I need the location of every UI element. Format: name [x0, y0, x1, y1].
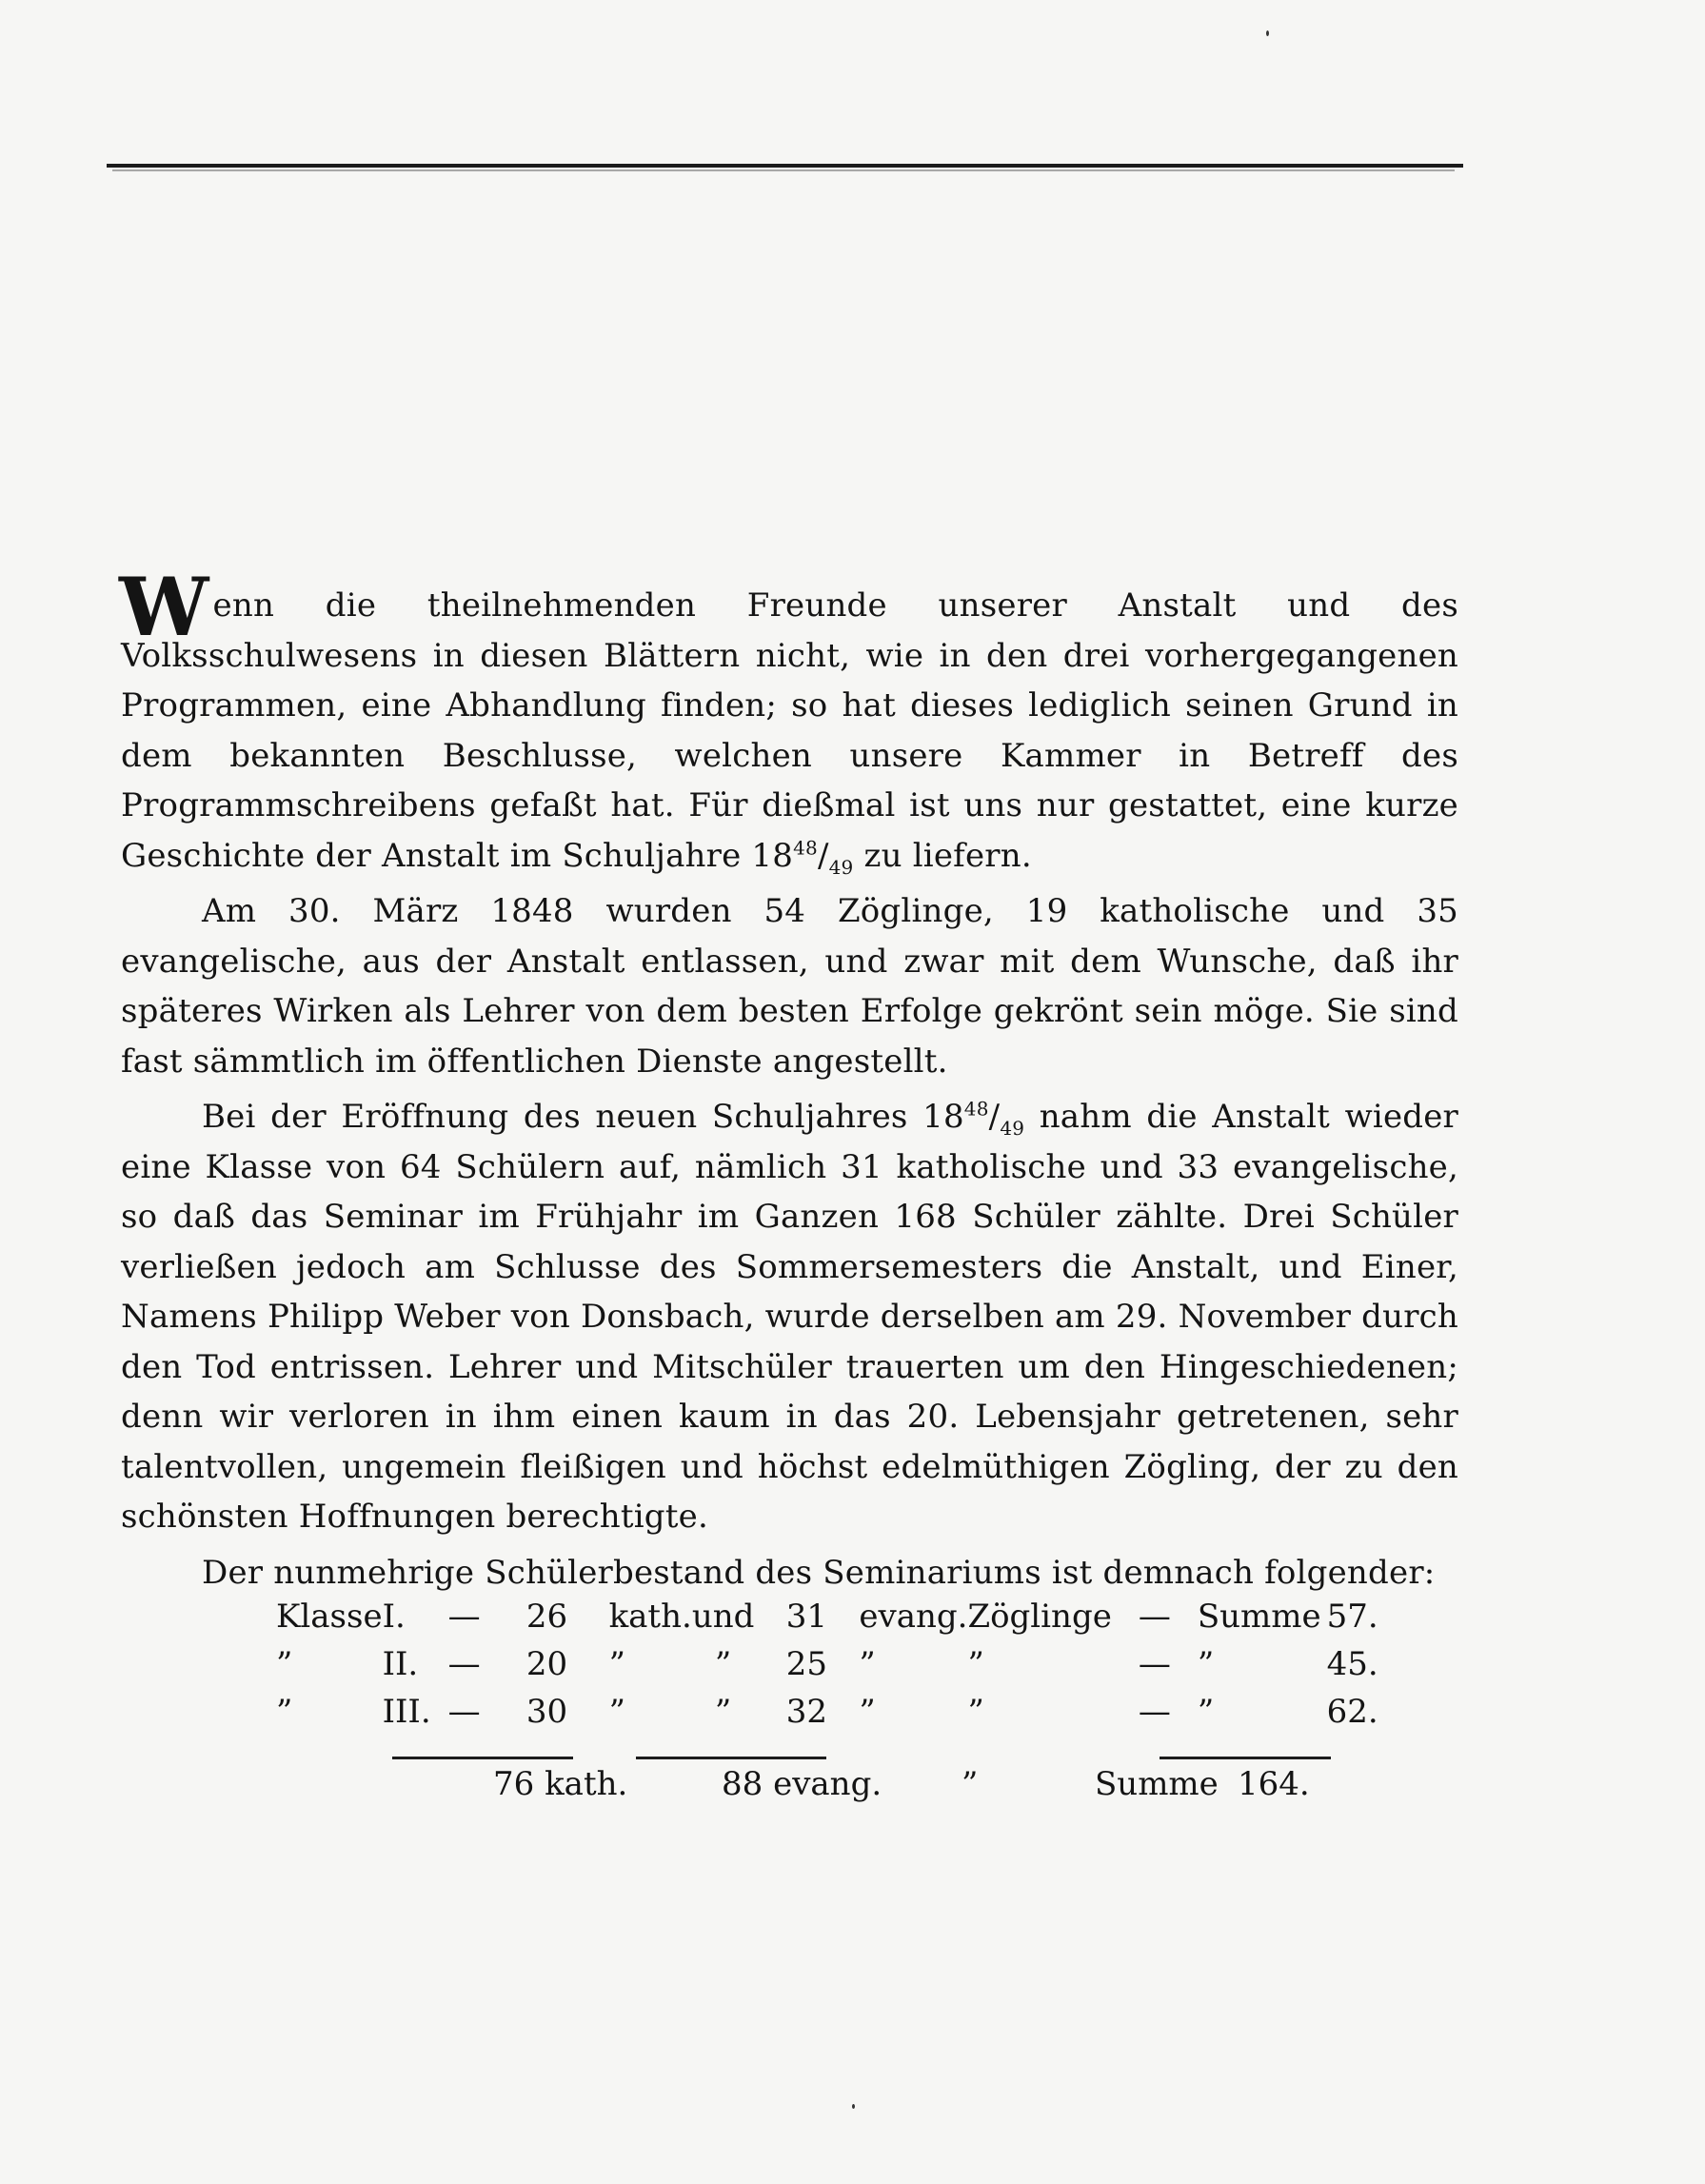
year-subscript: 49: [828, 855, 854, 879]
evang-count: 31: [785, 1598, 827, 1636]
row-label: Klasse: [276, 1598, 383, 1636]
table-row: [276, 1598, 1378, 1645]
intro-text-end: zu liefern.: [853, 836, 1032, 875]
evang-count: 32: [785, 1693, 827, 1731]
dash: —: [447, 1598, 481, 1636]
sum-value: 45.: [1326, 1645, 1378, 1683]
scan-speck: [852, 2104, 855, 2109]
sum-word: ”: [1197, 1693, 1215, 1731]
pupils-word: ”: [967, 1693, 984, 1731]
drop-cap: W: [119, 560, 209, 654]
header-rule-shadow: [112, 169, 1455, 171]
class-number: II.: [382, 1645, 419, 1683]
header-rule: [107, 164, 1463, 168]
paragraph-graduation: Am 30. März 1848 wurden 54 Zöglinge, 19 katholische und 35 evangelische, aus der Anstalt entlassen, und zwar mit dem Wunsche, daß ihr späteres Wirken als Lehrer von dem besten Erfolge gekrönt sein möge. Sie sind fast sämmtlich im öffentlichen Dienste angestellt.: [121, 892, 1458, 1081]
kath-total: 76 kath.: [493, 1765, 628, 1803]
kath-word: kath.: [608, 1598, 692, 1636]
paragraph-intro: [119, 560, 1458, 881]
row-label: ”: [276, 1693, 293, 1731]
enrollment-text: nahm die Anstalt wieder eine Klasse von 64 Schülern auf, nämlich 31 katholische und 33 evangelische, so daß das Seminar im Frühjahr im Ganzen 168 Schüler zählte. Drei Schüler verließen jedoch am Schlusse des Sommersemesters die Anstalt, und Einer, Namens Philipp Weber von Donsbach, wurde derselben am 29. November durch den Tod entrissen. Lehrer und Mitschüler trauerten um den Hingeschiedenen; denn wir verloren in ihm einen kaum in das 20. Lebensjahr getretenen, sehr talentvollen, ungemein fleißigen und höchst edelmüthigen Zögling, der zu den schönsten Hoffnungen berechtigte.: [121, 1098, 1458, 1536]
total-quote: ”: [962, 1765, 979, 1803]
table-row: [276, 1693, 1378, 1740]
year-superscript: 48: [793, 836, 818, 860]
connector: und: [691, 1598, 755, 1636]
kath-word: ”: [608, 1645, 625, 1683]
evang-total: 88 evang.: [722, 1765, 882, 1803]
pupils-word: ”: [967, 1645, 984, 1683]
dash: —: [1138, 1645, 1171, 1683]
student-count-table: [276, 1598, 1378, 1740]
pupils-word: Zöglinge: [967, 1598, 1112, 1636]
enrollment-text-start: Bei der Eröffnung des neuen Schuljahres 18: [202, 1098, 964, 1136]
sum-value: 62.: [1326, 1693, 1378, 1731]
year-slash: /: [817, 836, 829, 875]
kath-underline: [392, 1757, 573, 1759]
connector: ”: [714, 1693, 732, 1731]
year-slash: /: [988, 1098, 1001, 1136]
connector: ”: [714, 1645, 732, 1683]
dash: —: [447, 1693, 481, 1731]
sum-label: Summe: [1095, 1765, 1219, 1803]
table-row: [276, 1645, 1378, 1693]
dash: —: [1138, 1693, 1171, 1731]
sum-value: 57.: [1326, 1598, 1378, 1636]
kath-count: 20: [525, 1645, 568, 1683]
paragraph-enrollment: [121, 1092, 1458, 1542]
dash: —: [1138, 1598, 1171, 1636]
sum-underline: [1160, 1757, 1331, 1759]
scan-speck: [1266, 30, 1269, 36]
sum-total: 164.: [1238, 1765, 1310, 1803]
intro-text: enn die theilnehmenden Freunde unserer Anstalt und des Volksschulwesens in diesen Blättern nicht, wie in den drei vorhergegangenen Programmen, eine Abhandlung finden; so hat dieses lediglich seinen Grund in dem bekannten Beschlusse, welchen unsere Kammer in Betreff des Programmschreibens gefaßt hat. Für dießmal ist uns nur gestattet, eine kurze Geschichte der Anstalt im Schuljahre 18: [121, 586, 1458, 875]
evang-count: 25: [785, 1645, 827, 1683]
evang-word: ”: [859, 1693, 876, 1731]
class-number: I.: [382, 1598, 406, 1636]
kath-count: 30: [525, 1693, 568, 1731]
kath-word: ”: [608, 1693, 625, 1731]
paragraph-table-intro: Der nunmehrige Schülerbestand des Seminariums ist demnach folgender:: [202, 1553, 1436, 1592]
evang-word: ”: [859, 1645, 876, 1683]
class-number: III.: [382, 1693, 431, 1731]
evang-word: evang.: [859, 1598, 968, 1636]
year-subscript: 49: [1000, 1116, 1025, 1140]
dash: —: [447, 1645, 481, 1683]
year-superscript: 48: [963, 1097, 989, 1121]
evang-underline: [636, 1757, 826, 1759]
sum-word: ”: [1197, 1645, 1215, 1683]
row-label: ”: [276, 1645, 293, 1683]
body-text: [119, 560, 1458, 1603]
sum-word: Summe: [1197, 1598, 1321, 1636]
kath-count: 26: [525, 1598, 568, 1636]
